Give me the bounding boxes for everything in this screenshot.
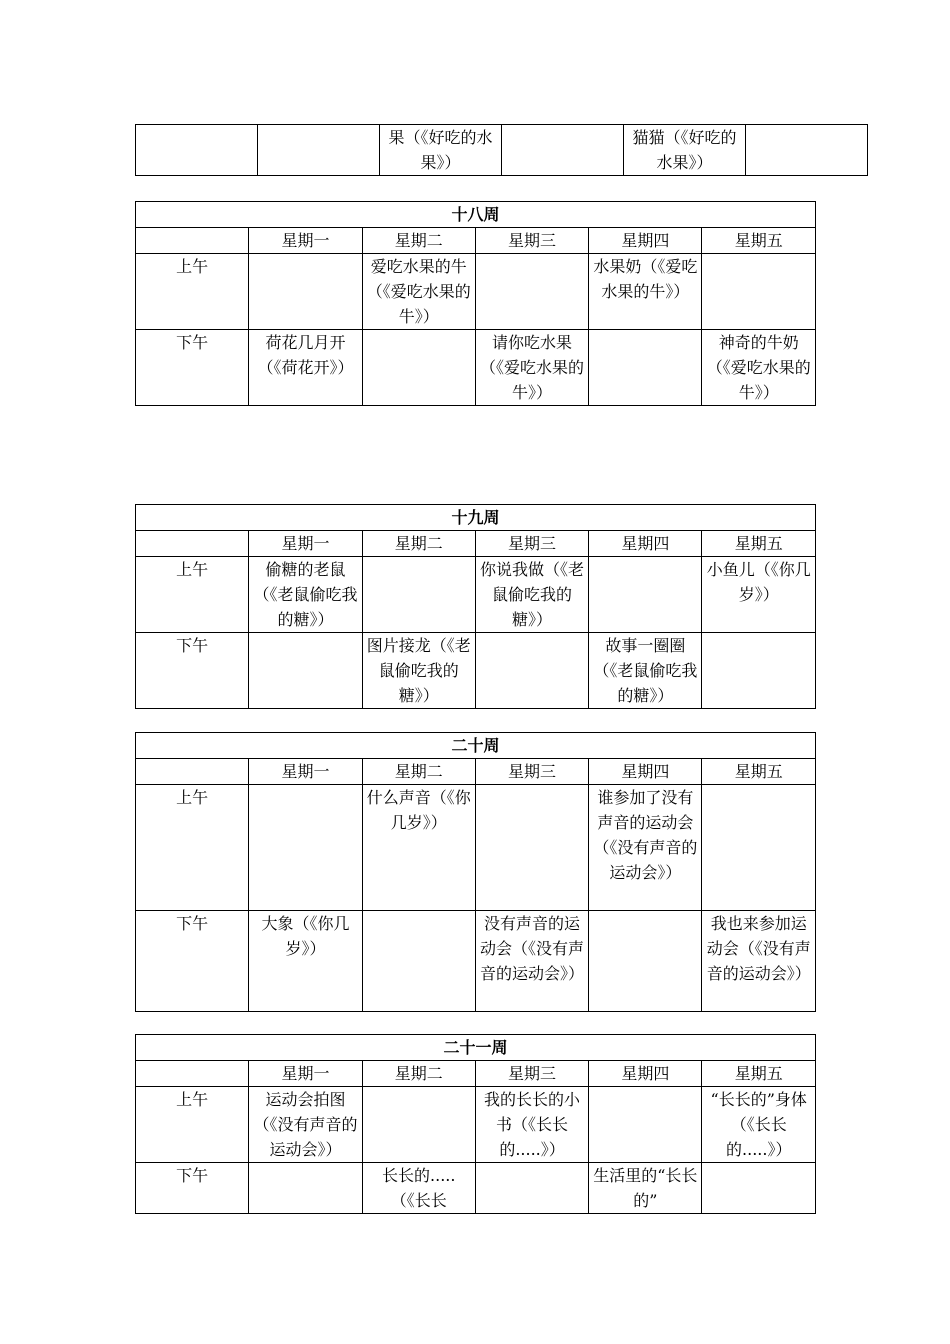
weekday-header: 星期一 (249, 759, 362, 785)
activity-cell (502, 125, 624, 176)
activity-cell: 大象（《你几岁》） (249, 911, 362, 1012)
schedule-table-week17-tail (135, 124, 868, 176)
week-title-row (136, 1035, 816, 1061)
activity-cell: 图片接龙（《老鼠偷吃我的糖》） (362, 633, 475, 709)
activity-cell: 长长的.....（《长长 (362, 1163, 475, 1214)
period-label: 下午 (136, 1163, 249, 1214)
activity-cell (249, 254, 362, 330)
activity-cell (702, 1163, 816, 1214)
activity-cell: 果（《好吃的水果》） (380, 125, 502, 176)
activity-cell (475, 785, 588, 911)
header-corner-cell (136, 531, 249, 557)
activity-cell (475, 633, 588, 709)
activity-cell: 故事一圈圈（《老鼠偷吃我的糖》） (589, 633, 702, 709)
activity-cell (249, 1163, 362, 1214)
period-label: 上午 (136, 254, 249, 330)
weekday-header: 星期五 (702, 1061, 816, 1087)
activity-cell: 偷糖的老鼠（《老鼠偷吃我的糖》） (249, 557, 362, 633)
activity-cell: 没有声音的运动会（《没有声音的运动会》） (475, 911, 588, 1012)
period-label (136, 125, 258, 176)
activity-cell: 谁参加了没有声音的运动会（《没有声音的运动会》） (589, 785, 702, 911)
table-row (136, 330, 816, 406)
activity-cell: 请你吃水果（《爱吃水果的牛》） (475, 330, 588, 406)
activity-cell (362, 911, 475, 1012)
weekday-header-row (136, 531, 816, 557)
period-label: 下午 (136, 330, 249, 406)
activity-cell (362, 557, 475, 633)
activity-cell: 什么声音（《你几岁》） (362, 785, 475, 911)
activity-cell (589, 911, 702, 1012)
weekday-header: 星期四 (589, 228, 702, 254)
weekday-header: 星期二 (362, 228, 475, 254)
activity-cell: 神奇的牛奶（《爱吃水果的牛》） (702, 330, 816, 406)
table-row (136, 254, 816, 330)
table-row (136, 633, 816, 709)
activity-cell: 猫猫（《好吃的水果》） (624, 125, 746, 176)
activity-cell (702, 785, 816, 911)
activity-cell (362, 330, 475, 406)
period-label: 下午 (136, 911, 249, 1012)
activity-cell: 我也来参加运动会（《没有声音的运动会》） (702, 911, 816, 1012)
weekday-header: 星期一 (249, 228, 362, 254)
week-title-row (136, 733, 816, 759)
activity-cell (589, 557, 702, 633)
activity-cell: “长长的”身体（《长长的.....》） (702, 1087, 816, 1163)
week-title: 十八周 (136, 202, 816, 228)
activity-cell (249, 785, 362, 911)
weekday-header: 星期三 (475, 759, 588, 785)
week-title-row (136, 505, 816, 531)
table-row (136, 1087, 816, 1163)
activity-cell (475, 1163, 588, 1214)
weekday-header: 星期五 (702, 531, 816, 557)
activity-cell: 小鱼儿（《你几岁》） (702, 557, 816, 633)
weekday-header: 星期四 (589, 1061, 702, 1087)
weekday-header: 星期四 (589, 531, 702, 557)
weekday-header: 星期三 (475, 228, 588, 254)
table-row (136, 557, 816, 633)
schedule-table-week19 (135, 504, 816, 709)
activity-cell: 你说我做（《老鼠偷吃我的糖》） (475, 557, 588, 633)
weekday-header: 星期二 (362, 1061, 475, 1087)
weekday-header: 星期二 (362, 531, 475, 557)
period-label: 下午 (136, 633, 249, 709)
activity-cell: 荷花几月开（《荷花开》） (249, 330, 362, 406)
weekday-header: 星期五 (702, 759, 816, 785)
activity-cell: 运动会拍图（《没有声音的运动会》） (249, 1087, 362, 1163)
weekday-header-row (136, 759, 816, 785)
schedule-table-week21 (135, 1034, 816, 1214)
week-title-row (136, 202, 816, 228)
header-corner-cell (136, 759, 249, 785)
activity-cell (258, 125, 380, 176)
weekday-header: 星期一 (249, 1061, 362, 1087)
activity-cell (702, 633, 816, 709)
header-corner-cell (136, 1061, 249, 1087)
activity-cell (362, 1087, 475, 1163)
weekday-header: 星期二 (362, 759, 475, 785)
period-label: 上午 (136, 557, 249, 633)
activity-cell: 生活里的“长长的” (589, 1163, 702, 1214)
week-title: 二十周 (136, 733, 816, 759)
schedule-table-week18 (135, 201, 816, 406)
weekday-header-row (136, 1061, 816, 1087)
activity-cell: 水果奶（《爱吃水果的牛》） (589, 254, 702, 330)
table-row (136, 1163, 816, 1214)
table-row (136, 125, 868, 176)
period-label: 上午 (136, 1087, 249, 1163)
weekday-header: 星期一 (249, 531, 362, 557)
weekday-header: 星期三 (475, 531, 588, 557)
activity-cell (589, 1087, 702, 1163)
activity-cell (702, 254, 816, 330)
header-corner-cell (136, 228, 249, 254)
activity-cell: 爱吃水果的牛（《爱吃水果的牛》） (362, 254, 475, 330)
week-title: 十九周 (136, 505, 816, 531)
weekday-header: 星期四 (589, 759, 702, 785)
activity-cell (475, 254, 588, 330)
weekday-header-row (136, 228, 816, 254)
activity-cell: 我的长长的小书（《长长的.....》） (475, 1087, 588, 1163)
weekday-header: 星期三 (475, 1061, 588, 1087)
table-row (136, 785, 816, 911)
weekday-header: 星期五 (702, 228, 816, 254)
period-label: 上午 (136, 785, 249, 911)
table-row (136, 911, 816, 1012)
activity-cell (249, 633, 362, 709)
week-title: 二十一周 (136, 1035, 816, 1061)
activity-cell (746, 125, 868, 176)
activity-cell (589, 330, 702, 406)
schedule-table-week20 (135, 732, 816, 1012)
